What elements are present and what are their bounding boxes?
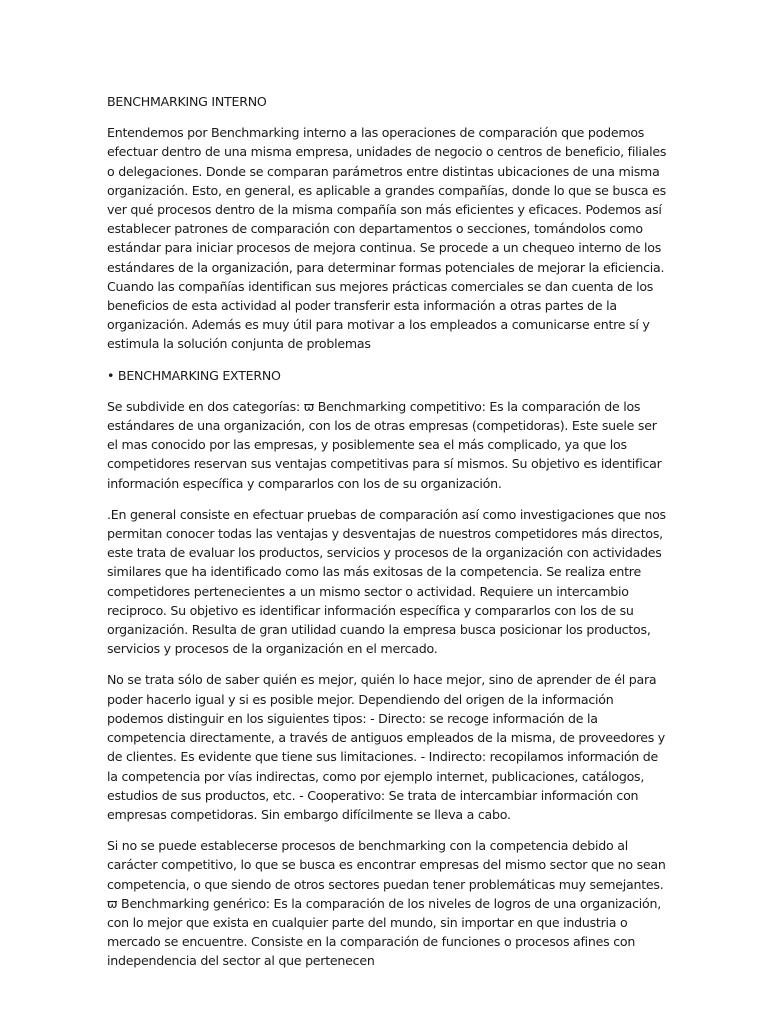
paragraph-externo-general: .En general consiste en efectuar pruebas de comparación así como investigaciones que nos permitan conocer todas las ventajas y desventajas de nuestros competidores más directos, este trata de evaluar los productos, servicios y procesos de la organización con actividades similares que ha identificado como las más exitosas de la competencia. Se realiza entre competidores pertenecientes a un mismo sector o actividad. Requiere un intercambio reciproco. Su objetivo es identificar información específica y compararlos con los de su organización. Resulta de gran utilidad cuando la empresa busca posicionar los productos, servicios y procesos de la organización en el mercado. <box>107 506 666 657</box>
paragraph-externo-tipos: No se trata sólo de saber quién es mejor, quién lo hace mejor, sino de aprender de él para poder hacerlo igual y si es posible mejor. Dependiendo del origen de la información podemos distinguir en los siguientes tipos: - Directo: se recoge información de la competencia directamente, a través de antiguos empleados de la misma, de proveedores y de clientes. Es evidente que tiene sus limitaciones. - Indirecto: recopilamos información de la competencia por vías indirectas, como por ejemplo internet, publicaciones, catálogos, estudios de sus productos, etc. - Cooperativo: Se trata de intercambiar información con empresas competidoras. Sin embargo difícilmente se lleva a cabo. <box>107 672 665 822</box>
paragraph-interno: Entendemos por Benchmarking interno a las operaciones de comparación que podemos efectuar dentro de una misma empresa, unidades de negocio o centros de beneficio, filiales o delegaciones. Donde se comparan parámetros entre distintas ubicaciones de una misma organización. Esto, en general, es aplicable a grandes compañías, donde lo que se busca es ver qué procesos dentro de la misma compañía son más eficientes y eficaces. Podemos así establecer patrones de comparación con departamentos o secciones, tomándolos como estándar para iniciar procesos de mejora continua. Se procede a un chequeo interno de los estándares de la organización, para determinar formas potenciales de mejorar la eficiencia. Cuando las compañías identifican sus mejores prácticas comerciales se dan cuenta de los beneficios de esta actividad al poder transferir esta información a otras partes de la organización. Además es muy útil para motivar a los empleados a comunicarse entre sí y estimula la solución conjunta de problemas <box>107 125 667 352</box>
heading-benchmarking-externo: • BENCHMARKING EXTERNO <box>107 367 281 383</box>
paragraph-externo-generico: Si no se puede establecerse procesos de benchmarking con la competencia debido al carácter competitivo, lo que se busca es encontrar empresas del mismo sector que no sean competencia, o que siendo de otros sectores puedan tener problemáticas muy semejantes. ϖ Benchmarking genérico: Es la comparación de los niveles de logros de una organización, con lo mejor que exista en cualquier parte del mundo, sin importar en que industria o mercado se encuentre. Consiste en la comparación de funciones o procesos afines con independencia del sector al que pertenecen <box>107 838 666 969</box>
heading-benchmarking-interno: BENCHMARKING INTERNO <box>107 94 267 109</box>
paragraph-externo-categorias: Se subdivide en dos categorías: ϖ Benchmarking competitivo: Es la comparación de los estándares de una organización, con los de otras empresas (competidoras). Este suele ser el mas conocido por las empresas, y posiblemente sea el más complicado, ya que los competidores reservan sus ventajas competitivas para sí mismos. Su objetivo es identificar información específica y compararlos con los de su organización. <box>107 398 662 491</box>
document-page <box>107 92 669 983</box>
